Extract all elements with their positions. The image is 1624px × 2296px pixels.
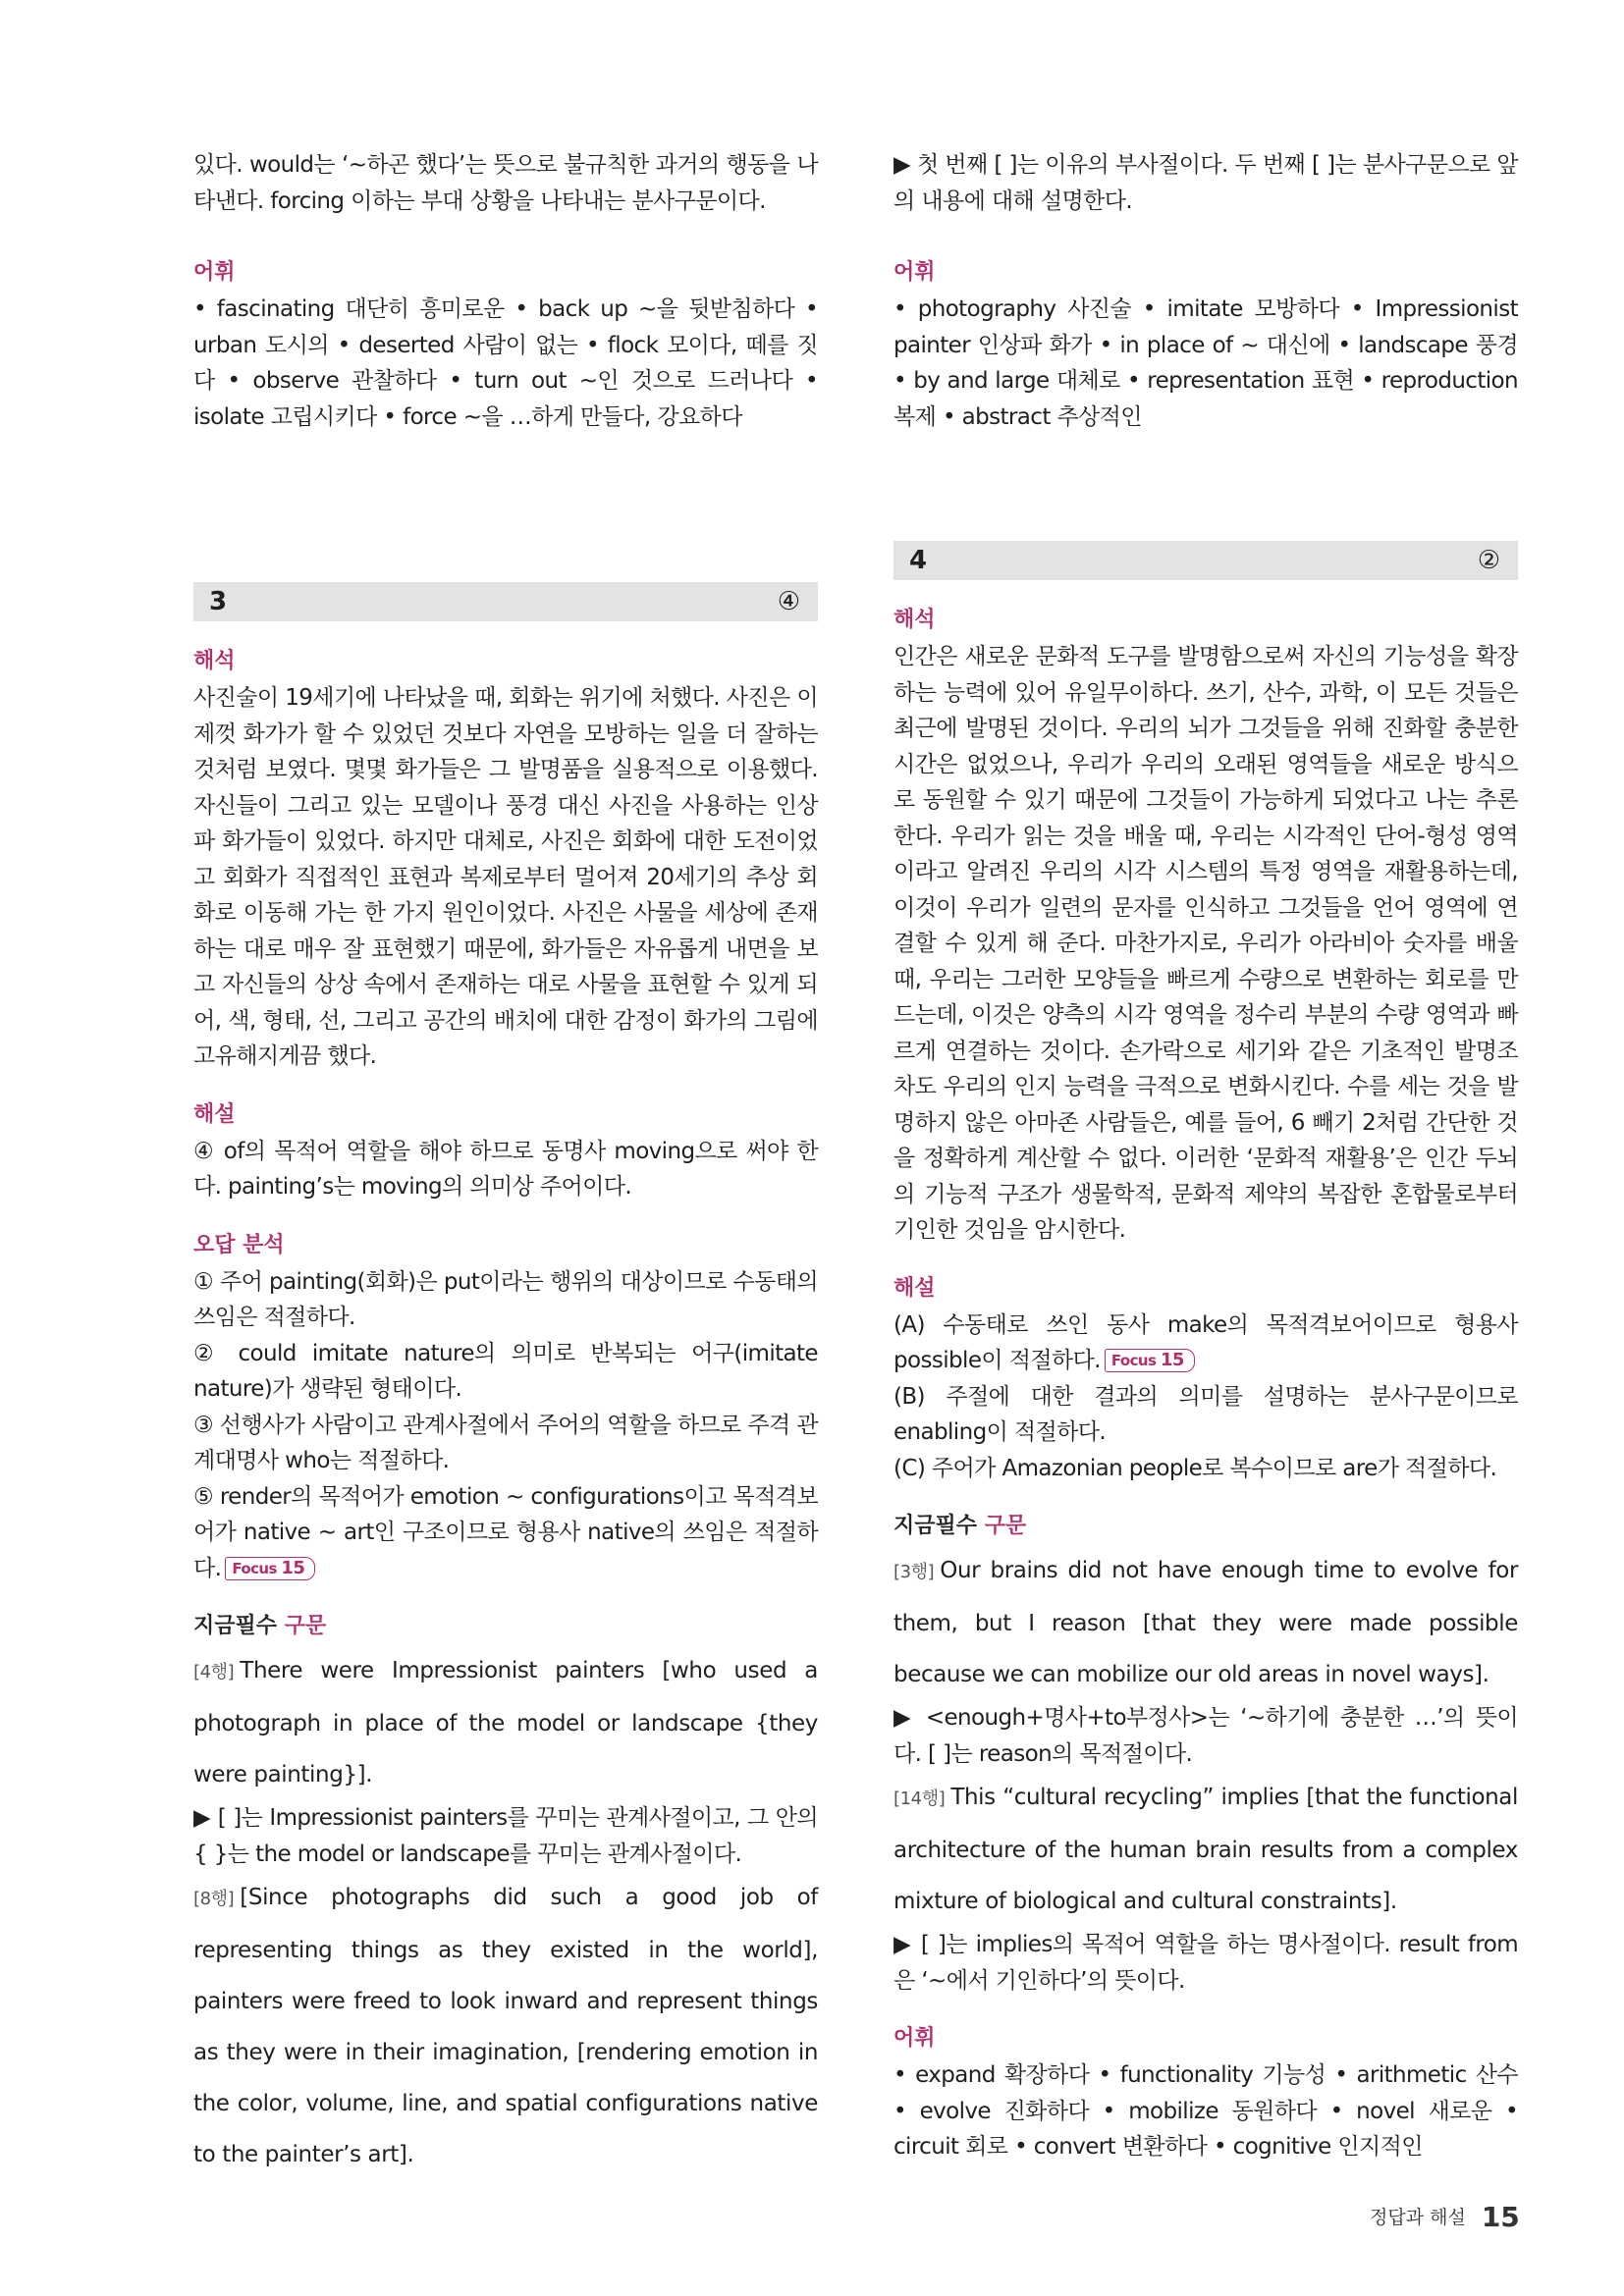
wrong-item-5 [193,1479,818,1587]
left-explanation: ④ of의 목적어 역할을 해야 하므로 동명사 moving으로 써야 한다. painting’s는 moving의 의미상 주어이다. [193,1138,818,1200]
right-explanation-label: 해설 [893,1275,936,1301]
right-vocab: • photography 사진술 • imitate 모방하다 • Impressionist painter 인상파 화가 • in place of ~ 대신에 • landscape 풍경 • by and large 대체로 • representation 표현 • reproduction 복제 • abstract 추상적인 [893,296,1518,430]
right-vocab2-label: 어휘 [893,2026,936,2051]
question-3-header [193,582,818,621]
wrong-item-1: ① 주어 painting(회화)은 put이라는 행위의 대상이므로 수동태의 쓰임은 적절하다. [193,1268,818,1330]
right-syntax-2: [14행] This “cultural recycling” implies [that the functional architecture of the human brain results from a complex mixture of biological and cultural constraints]. [893,1785,1518,1914]
wrong-item-2: ② could imitate nature의 의미로 반복되는 어구(imitate nature)가 생략된 형태이다. [193,1340,818,1402]
left-syntax-2-text: [Since photographs did such a good job of representing things as they existed in the world], painters were freed to look inward and represent things as they were in their imagination, [rendering emotion in the color, volume, line, and spatial configurations native to the painter’s art]. [193,1885,818,2167]
focus-badge: Focus 15 [1105,1349,1195,1372]
left-vocab-label: 어휘 [193,260,236,285]
question-3-answer: ④ [777,587,800,616]
right-vocab2: • expand 확장하다 • functionality 기능성 • arithmetic 산수 • evolve 진화하다 • mobilize 동원하다 • novel 새로운 • circuit 회로 • convert 변환하다 • cognitive 인지적인 [893,2062,1518,2160]
question-3-number: 3 [209,587,228,616]
wrong-item-5-text: ⑤ render의 목적어가 emotion ~ configurations이고 목적격보어가 native ~ art인 구조이므로 형용사 native의 쓰임은 적절하다. [193,1483,818,1581]
page-number: 15 [1481,2201,1520,2233]
right-syntax-1-note: ▶ <enough+명사+to부정사>는 ‘~하기에 충분한 …’의 뜻이다. [ ]는 reason의 목적절이다. [893,1705,1518,1767]
left-intro: 있다. would는 ‘~하곤 했다’는 뜻으로 불규칙한 과거의 행동을 나타낸다. forcing 이하는 부대 상황을 나타내는 분사구문이다. [193,152,818,214]
question-4-answer: ② [1477,546,1500,575]
wrong-item-3: ③ 선행사가 사람이고 관계사절에서 주어의 역할을 하므로 주격 관계대명사 who는 적절하다. [193,1412,818,1473]
left-syntax-2: [8행] [Since photographs did such a good job of representing things as they existed in the world], painters were freed to look inward and represent things as they were in their imagination, [rendering emotion in the color, volume, line, and spatial configurations native to the painter’s art]. [193,1885,818,2167]
left-column [193,147,818,2180]
question-4-number: 4 [909,546,928,575]
left-translation-label: 해석 [193,649,236,673]
focus-badge: Focus 15 [225,1557,315,1580]
right-expl-c: (C) 주어가 Amazonian people로 복수이므로 are가 적절하다. [893,1455,1497,1481]
left-syntax-1-text: There were Impressionist painters [who used a photograph in place of the model or landscape {they were painting}]. [193,1658,818,1788]
left-explanation-label: 해설 [193,1101,236,1127]
right-intro: ▶ 첫 번째 [ ]는 이유의 부사절이다. 두 번째 [ ]는 분사구문으로 앞의 내용에 대해 설명한다. [893,152,1518,214]
right-syntax-1: [3행] Our brains did not have enough time to evolve for them, but I reason [that they were made possible because we can mobilize our old areas in novel ways]. [893,1558,1518,1687]
left-syntax-label: 지금필수 구문 [193,1614,327,1638]
right-translation: 인간은 새로운 문화적 도구를 발명함으로써 자신의 기능성을 확장하는 능력에 있어 유일무이하다. 쓰기, 산수, 과학, 이 모든 것들은 최근에 발명된 것이다. 우리의 뇌가 그것들을 위해 진화할 충분한 시간은 없었으나, 우리가 우리의 오래된 영역들을 새로운 방식으로 동원할 수 있기 때문에 그것들이 가능하게 되었다고 나는 추론한다. 우리가 읽는 것을 배울 때, 우리는 시각적인 단어-형성 영역이라고 알려진 우리의 시각 시스템의 특정 영역을 재활용하는데, 이것이 우리가 일련의 문자를 인식하고 그것들을 언어 영역에 연결할 수 있게 해 준다. 마찬가지로, 우리가 아라비아 숫자를 배울 때, 우리는 그러한 모양들을 빠르게 수량으로 변환하는 회로를 만드는데, 이것은 양측의 시각 영역을 정수리 부분의 수량 영역과 빠르게 연결하는 것이다. 손가락으로 세기와 같은 기초적인 발명조차도 우리의 인지 능력을 극적으로 변화시킨다. 수를 세는 것을 발명하지 않은 아마존 사람들은, 예를 들어, 6 빼기 2처럼 간단한 것을 정확하게 계산할 수 없다. 이러한 ‘문화적 재활용’은 인간 두뇌의 기능적 구조가 생물학적, 문화적 제약의 복잡한 혼합물로부터 기인한 것임을 암시한다. [893,644,1518,1243]
right-syntax-label: 지금필수 구문 [893,1514,1027,1538]
footer-label: 정답과 해설 [1370,2207,1466,2228]
right-column [893,147,1518,2165]
right-expl-b: (B) 주절에 대한 결과의 의미를 설명하는 분사구문이므로 enabling이 적절하다. [893,1383,1518,1445]
left-translation: 사진술이 19세기에 나타났을 때, 회화는 위기에 처했다. 사진은 이제껏 화가가 할 수 있었던 것보다 자연을 모방하는 일을 더 잘하는 것처럼 보였다. 몇몇 화가들은 그 발명품을 실용적으로 이용했다. 자신들이 그리고 있는 모델이나 풍경 대신 사진을 사용하는 인상파 화가들이 있었다. 하지만 대체로, 사진은 회화에 대한 도전이었고 회화가 직접적인 표현과 복제로부터 멀어져 20세기의 추상 회화로 이동해 가는 한 가지 원인이었다. 사진은 사물을 세상에 존재하는 대로 매우 잘 표현했기 때문에, 화가들은 자유롭게 내면을 보고 자신들의 상상 속에서 존재하는 대로 사물을 표현할 수 있게 되어, 색, 형태, 선, 그리고 공간의 배치에 대한 감정이 화가의 그림에 고유해지게끔 했다. [193,685,818,1069]
wrong-analysis-label: 오답 분석 [193,1232,285,1257]
right-vocab-label: 어휘 [893,260,936,285]
page-footer [1370,2201,1520,2233]
right-syntax-2-note: ▶ [ ]는 implies의 목적어 역할을 하는 명사절이다. result from은 ‘~에서 기인하다’의 뜻이다. [893,1932,1518,1994]
left-syntax-1: [4행] There were Impressionist painters [who used a photograph in place of the model or landscape {they were painting}]. [193,1658,818,1788]
right-translation-label: 해석 [893,608,936,632]
right-expl-a: (A) 수동태로 쓰인 동사 make의 목적격보어이므로 형용사 possible이 적절하다. Focus 15 [893,1311,1518,1373]
right-syntax-1-text: Our brains did not have enough time to evolve for them, but I reason [that they were made possible because we can mobilize our old areas in novel ways]. [893,1558,1518,1687]
right-syntax-2-text: This “cultural recycling” implies [that the functional architecture of the human brain results from a complex mixture of biological and cultural constraints]. [893,1785,1518,1914]
left-syntax-1-note: ▶ [ ]는 Impressionist painters를 꾸미는 관계사절이고, 그 안의 { }는 the model or landscape를 꾸미는 관계사절이다. [193,1805,818,1867]
question-4-header [893,541,1518,580]
left-vocab: • fascinating 대단히 흥미로운 • back up ~을 뒷받침하다 • urban 도시의 • deserted 사람이 없는 • flock 모이다, 떼를 짓다 • observe 관찰하다 • turn out ~인 것으로 드러나다 • isolate 고립시키다 • force ~을 …하게 만들다, 강요하다 [193,296,818,430]
